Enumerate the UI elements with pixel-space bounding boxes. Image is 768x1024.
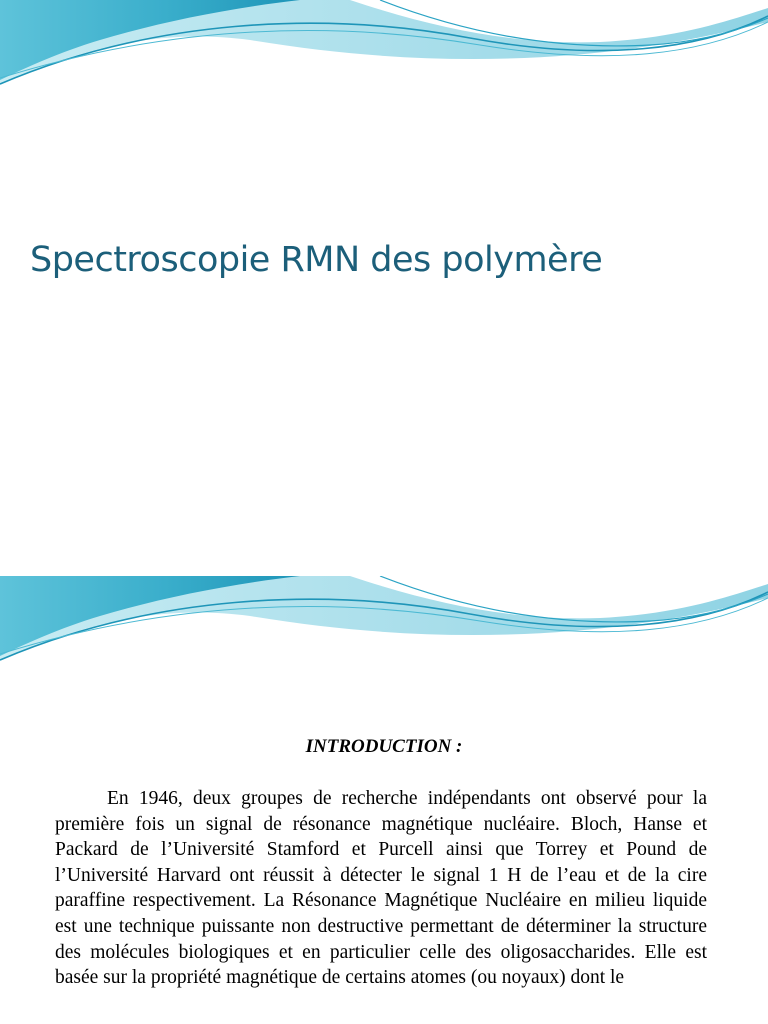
section-heading: INTRODUCTION : — [305, 736, 463, 757]
introduction-paragraph: En 1946, deux groupes de recherche indépendants ont observé pour la première fois un signal de résonance magnétique nucléaire. Bloch, Hanse et Packard de l’Université Stamford et Purcell ainsi que Torrey et Pound de l’Université Harvard ont réussit à détecter le signal 1 H de l’eau et de la cire paraffine respectivement. La Résonance Magnétique Nucléaire en milieu liquide est une technique puissante non destructive permettant de déterminer la structure des molécules biologiques et en particulier celle des oligosaccharides. Elle est basée sur la propriété magnétique de certains atomes (ou noyaux) dont le — [55, 788, 707, 989]
introduction-slide — [0, 576, 768, 1024]
wave-banner-decoration — [0, 0, 768, 100]
wave-banner-decoration — [0, 576, 768, 676]
slide-title: Spectroscopie RMN des polymère — [30, 240, 603, 280]
